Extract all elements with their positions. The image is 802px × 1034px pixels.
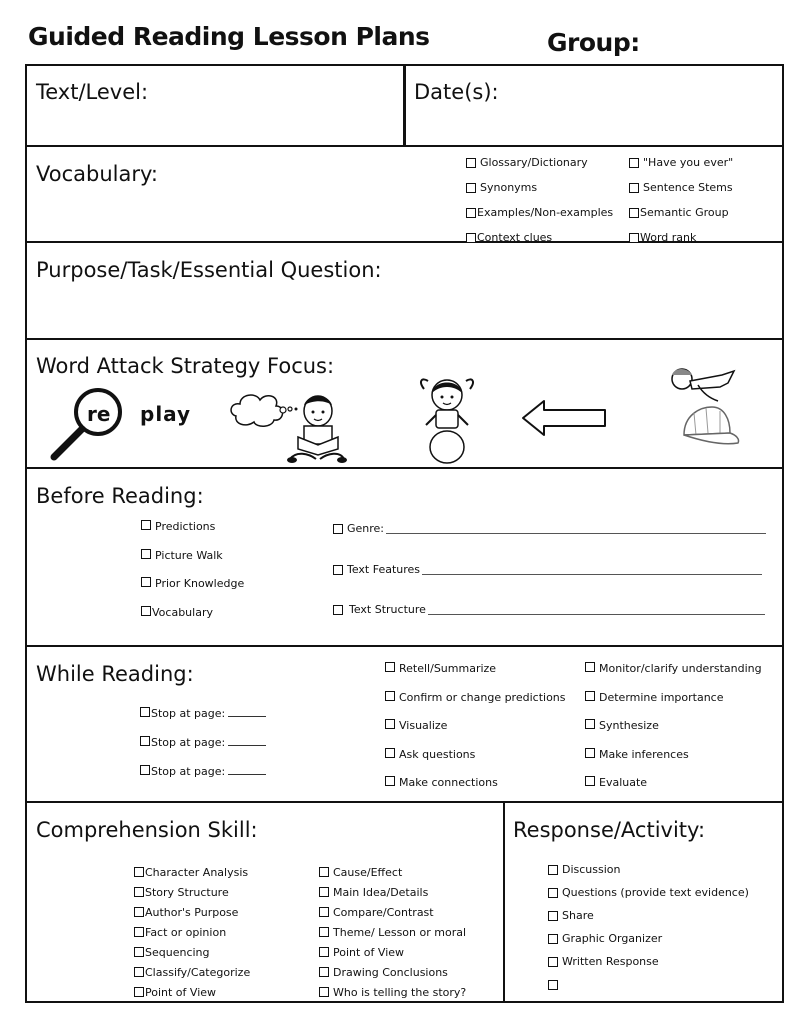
- checkbox-sentence-stems[interactable]: Sentence Stems: [629, 175, 733, 200]
- checkbox-drawing-conclusions[interactable]: Drawing Conclusions: [319, 962, 466, 982]
- stop-at-page-2[interactable]: Stop at page:: [140, 736, 266, 765]
- before-reading-options: [141, 520, 244, 634]
- response-label: Response/Activity:: [513, 818, 706, 842]
- checkbox-picture-walk[interactable]: Picture Walk: [141, 549, 244, 577]
- checkbox-context-clues[interactable]: Context clues: [466, 225, 613, 250]
- checkbox-fact-opinion[interactable]: Fact or opinion: [134, 922, 250, 942]
- vocabulary-label: Vocabulary:: [36, 162, 158, 186]
- play-text: play: [140, 402, 192, 426]
- checkbox-authors-purpose[interactable]: Author's Purpose: [134, 902, 250, 922]
- girl-on-ball-icon: [414, 375, 480, 465]
- left-arrow-icon: [520, 398, 608, 438]
- dates-label: Date(s):: [414, 80, 499, 104]
- while-reading-label: While Reading:: [36, 662, 194, 686]
- group-label: Group:: [547, 28, 640, 57]
- text-structure-field[interactable]: Text Structure: [333, 603, 765, 616]
- checkbox-compare-contrast[interactable]: Compare/Contrast: [319, 902, 466, 922]
- checkbox-discussion[interactable]: Discussion: [548, 858, 749, 881]
- flying-boy-icon: [668, 365, 740, 405]
- checkbox-determine-importance[interactable]: Determine importance: [585, 691, 762, 720]
- checkbox-predictions[interactable]: Predictions: [141, 520, 244, 549]
- checkbox-cause-effect[interactable]: Cause/Effect: [319, 862, 466, 882]
- comprehension-options-col2: [319, 862, 466, 1002]
- cap-icon: [680, 405, 742, 447]
- checkbox-who-telling[interactable]: Who is telling the story?: [319, 982, 466, 1002]
- checkbox-main-idea[interactable]: Main Idea/Details: [319, 882, 466, 902]
- checkbox-confirm-predictions[interactable]: Confirm or change predictions: [385, 691, 566, 720]
- checkbox-examples[interactable]: Examples/Non-examples: [466, 200, 613, 225]
- checkbox-character-analysis[interactable]: Character Analysis: [134, 862, 250, 882]
- checkbox-make-inferences[interactable]: Make inferences: [585, 748, 762, 777]
- checkbox-retell[interactable]: Retell/Summarize: [385, 662, 566, 691]
- word-attack-label: Word Attack Strategy Focus:: [36, 354, 335, 378]
- before-reading-label: Before Reading:: [36, 484, 204, 508]
- checkbox-word-rank[interactable]: Word rank: [629, 225, 733, 250]
- checkbox-story-structure[interactable]: Story Structure: [134, 882, 250, 902]
- checkbox-ask-questions[interactable]: Ask questions: [385, 748, 566, 777]
- checkbox-monitor[interactable]: Monitor/clarify understanding: [585, 662, 762, 691]
- genre-field[interactable]: Genre:: [333, 522, 766, 535]
- stop-at-page-list: [140, 707, 266, 794]
- response-options: [548, 858, 749, 996]
- checkbox-semantic-group[interactable]: Semantic Group: [629, 200, 733, 225]
- checkbox-synthesize[interactable]: Synthesize: [585, 719, 762, 748]
- checkbox-point-of-view-1[interactable]: Point of View: [134, 982, 250, 1002]
- magnifier-text: re: [87, 402, 111, 426]
- checkbox-evaluate[interactable]: Evaluate: [585, 776, 762, 805]
- text-features-field[interactable]: Text Features: [333, 563, 762, 576]
- checkbox-other[interactable]: [548, 973, 749, 996]
- while-reading-options-col2: [585, 662, 762, 805]
- vocabulary-options-col1: [466, 150, 613, 250]
- stop-at-page-1[interactable]: Stop at page:: [140, 707, 266, 736]
- magnifying-glass-icon: [48, 385, 123, 463]
- purpose-label: Purpose/Task/Essential Question:: [36, 258, 382, 282]
- checkbox-questions[interactable]: Questions (provide text evidence): [548, 881, 749, 904]
- checkbox-theme[interactable]: Theme/ Lesson or moral: [319, 922, 466, 942]
- stop-at-page-3[interactable]: Stop at page:: [140, 765, 266, 794]
- checkbox-share[interactable]: Share: [548, 904, 749, 927]
- checkbox-have-you-ever[interactable]: "Have you ever": [629, 150, 733, 175]
- checkbox-sequencing[interactable]: Sequencing: [134, 942, 250, 962]
- checkbox-written-response[interactable]: Written Response: [548, 950, 749, 973]
- while-reading-options-col1: [385, 662, 566, 805]
- checkbox-glossary[interactable]: Glossary/Dictionary: [466, 150, 613, 175]
- comprehension-options-col1: [134, 862, 250, 1002]
- checkbox-vocabulary[interactable]: Vocabulary: [141, 606, 244, 634]
- checkbox-synonyms[interactable]: Synonyms: [466, 175, 613, 200]
- vocabulary-options-col2: [629, 150, 733, 250]
- checkbox-visualize[interactable]: Visualize: [385, 719, 566, 748]
- checkbox-graphic-organizer[interactable]: Graphic Organizer: [548, 927, 749, 950]
- checkbox-classify[interactable]: Classify/Categorize: [134, 962, 250, 982]
- reading-boy-icon: [286, 393, 348, 465]
- comprehension-label: Comprehension Skill:: [36, 818, 258, 842]
- text-level-label: Text/Level:: [36, 80, 149, 104]
- page-title: Guided Reading Lesson Plans: [28, 22, 430, 51]
- checkbox-prior-knowledge[interactable]: Prior Knowledge: [141, 577, 244, 606]
- checkbox-make-connections[interactable]: Make connections: [385, 776, 566, 805]
- checkbox-point-of-view-2[interactable]: Point of View: [319, 942, 466, 962]
